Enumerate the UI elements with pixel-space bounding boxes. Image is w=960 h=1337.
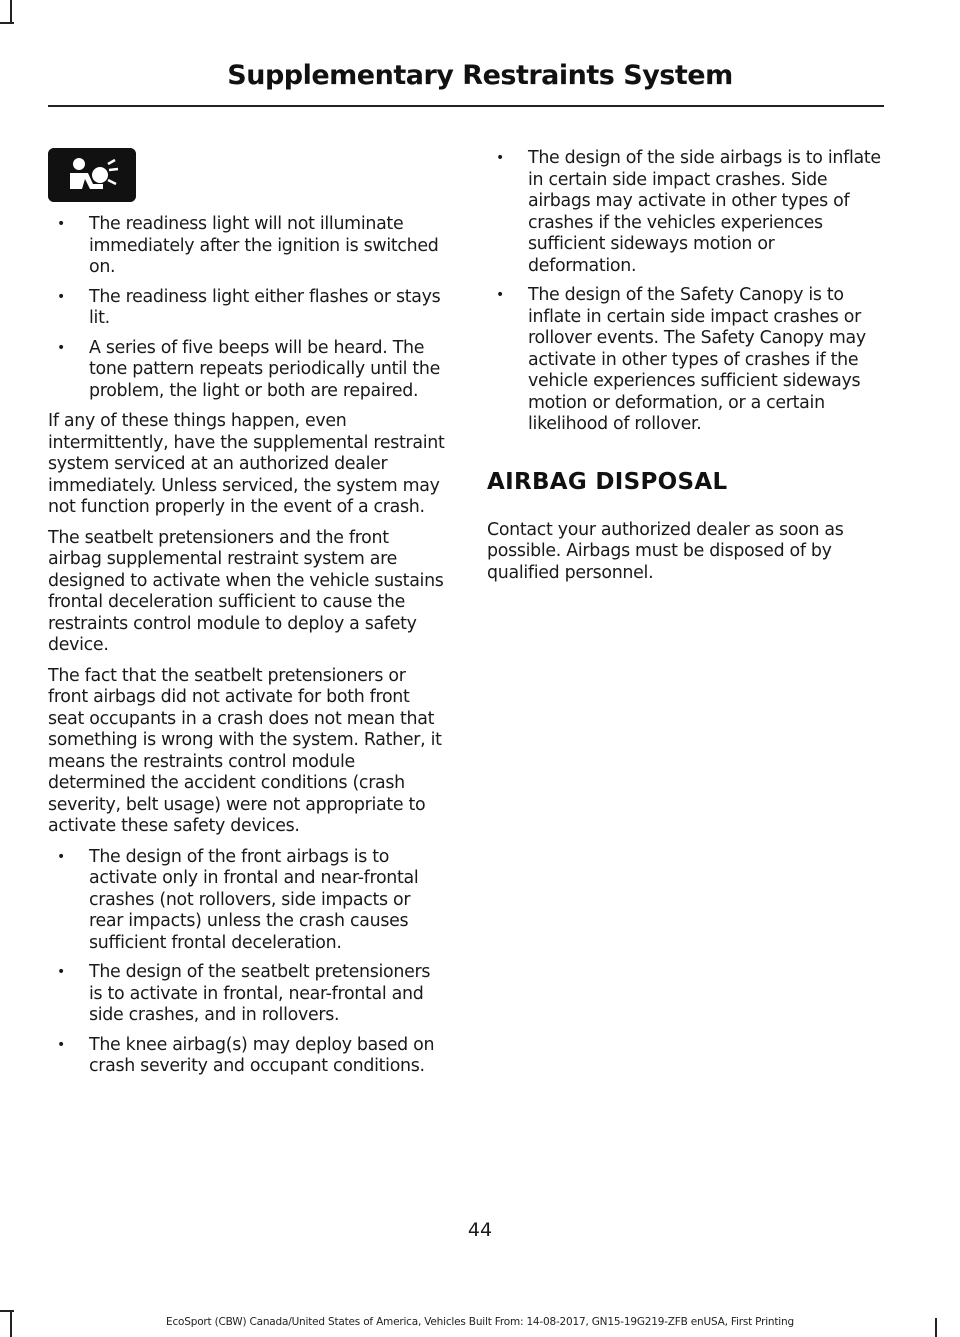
list-item: • The readiness light either flashes or stays lit. (57, 286, 441, 328)
section-heading: AIRBAG DISPOSAL (487, 468, 728, 495)
crop-mark (0, 22, 14, 24)
header-divider (48, 105, 884, 107)
body-paragraph: If any of these things happen, even intermittently, have the supplemental restraint system serviced at an authorized dealer immediately. Unless serviced, the system may not function properly in the event of a crash. (48, 411, 445, 517)
page-number: 44 (467, 1219, 493, 1241)
list-item: • The knee airbag(s) may deploy based on crash severity and occupant conditions. (57, 1034, 435, 1076)
body-paragraph: The fact that the seatbelt pretensioners or front airbags did not activate for both front seat occupants in a crash does not mean that something is wrong with the system. Rather, it means the restraints control module determined the accident conditions (crash severity, belt usage) were not appropriate to activate these safety devices. (48, 665, 442, 836)
readiness-bullet-list (48, 214, 446, 402)
list-item: • The design of the side airbags is to inflate in certain side impact crashes. Side airbags may activate in other types of crashes if the vehicles experiences sufficient sideways motion or deformation. (496, 148, 881, 276)
body-paragraph: Contact your authorized dealer as soon as possible. Airbags must be disposed of by qualified personnel. (487, 519, 844, 583)
deployment-bullet-list (48, 847, 446, 1078)
body-paragraph: The seatbelt pretensioners and the front airbag supplemental restraint system are designed to activate when the vehicle sustains frontal deceleration sufficient to cause the restraints control module to deploy a safety device. (48, 527, 444, 655)
list-item: • The design of the seatbelt pretensioners is to activate in frontal, near-frontal and side crashes, and in rollovers. (57, 962, 431, 1025)
footer-text: EcoSport (CBW) Canada/United States of America, Vehicles Built From: 14-08-2017, GN15-19G219-ZFB enUSA, First Printing (166, 1316, 794, 1328)
crop-mark (0, 1310, 14, 1312)
right-column (487, 148, 885, 593)
crop-mark (10, 0, 12, 22)
page-title: Supplementary Restraints System (227, 60, 733, 91)
list-item: • A series of five beeps will be heard. The tone pattern repeats periodically until the problem, the light or both are repaired. (57, 337, 441, 401)
left-column (48, 148, 446, 1087)
airbag-warning-icon (48, 148, 136, 202)
list-item: • The design of the Safety Canopy is to inflate in certain side impact crashes or rollover events. The Safety Canopy may activate in other types of crashes if the vehicle experiences sufficient sideways motion or deformation, or a certain likelihood of rollover. (496, 285, 866, 434)
list-item: • The design of the front airbags is to activate only in frontal and near-frontal crashes (not rollovers, side impacts or rear impacts) unless the crash causes sufficient frontal deceleration. (57, 846, 419, 953)
list-item: • The readiness light will not illuminate immediately after the ignition is switched on. (57, 214, 439, 277)
side-airbag-bullet-list (487, 148, 885, 436)
